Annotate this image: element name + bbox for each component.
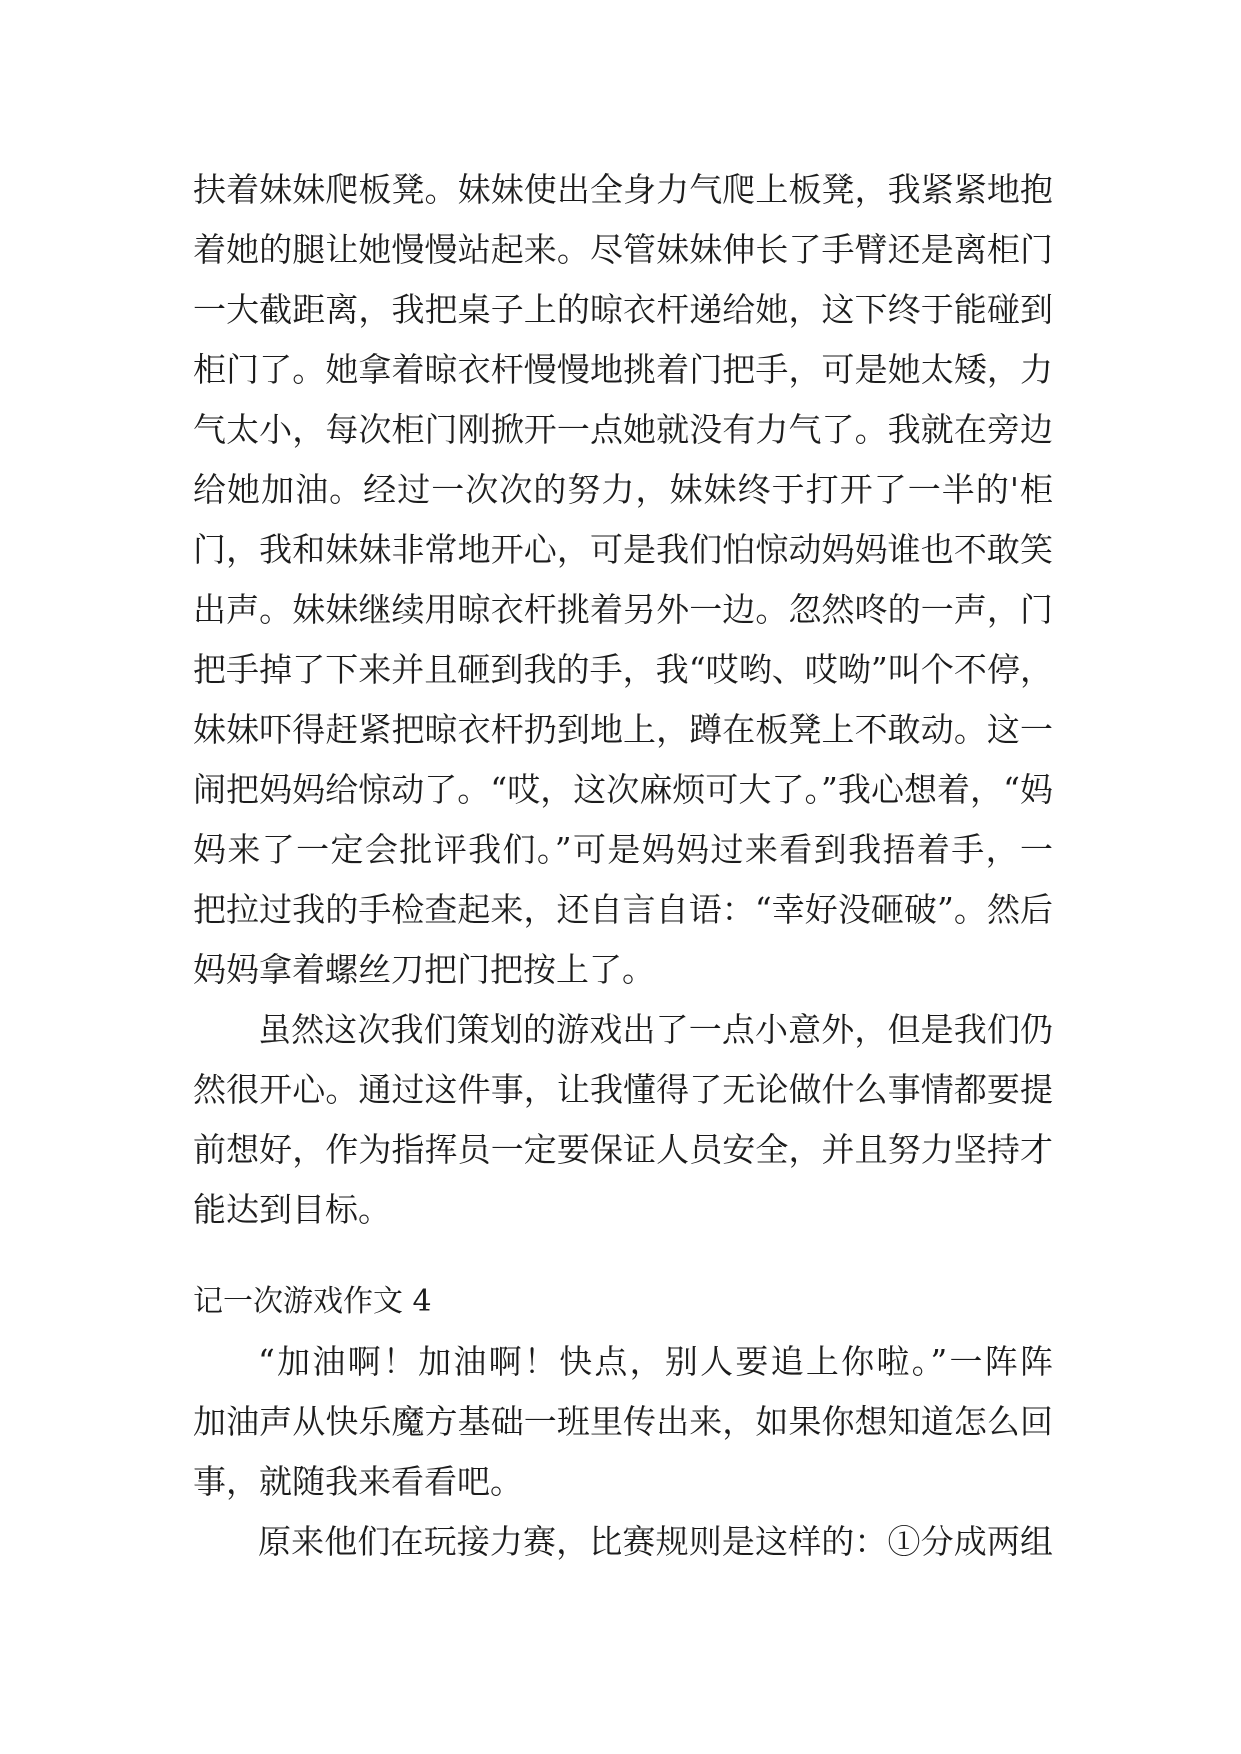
paragraph-line: “加油啊！加油啊！快点，别人要追上你啦。”一阵阵: [258, 1342, 1053, 1381]
paragraph-line: 加油声从快乐魔方基础一班里传出来，如果你想知道怎么回: [193, 1402, 1053, 1441]
paragraph-line: 然很开心。通过这件事，让我懂得了无论做什么事情都要提: [193, 1070, 1053, 1109]
paragraph-line: 前想好，作为指挥员一定要保证人员安全，并且努力坚持才: [193, 1130, 1053, 1169]
section-heading: 记一次游戏作文 4: [193, 1284, 432, 1319]
paragraph-line: 把手掉了下来并且砸到我的手，我“哎哟、哎呦”叫个不停，: [193, 650, 1053, 689]
paragraph-line: 闹把妈妈给惊动了。“哎，这次麻烦可大了。”我心想着，“妈: [193, 770, 1053, 809]
paragraph-line: 事，就随我来看看吧。: [193, 1462, 523, 1501]
paragraph-line: 门，我和妹妹非常地开心，可是我们怕惊动妈妈谁也不敢笑: [193, 530, 1053, 569]
paragraph-line: 扶着妹妹爬板凳。妹妹使出全身力气爬上板凳，我紧紧地抱: [193, 170, 1053, 209]
paragraph-line: 妹妹吓得赶紧把晾衣杆扔到地上，蹲在板凳上不敢动。这一: [193, 710, 1053, 749]
paragraph-line: 出声。妹妹继续用晾衣杆挑着另外一边。忽然咚的一声，门: [193, 590, 1053, 629]
paragraph-line: 柜门了。她拿着晾衣杆慢慢地挑着门把手，可是她太矮，力: [193, 350, 1053, 389]
paragraph-line: 妈妈拿着螺丝刀把门把按上了。: [193, 950, 655, 989]
paragraph-line: 虽然这次我们策划的游戏出了一点小意外，但是我们仍: [258, 1010, 1053, 1049]
paragraph-line: 能达到目标。: [193, 1190, 391, 1229]
paragraph-line: 妈来了一定会批评我们。”可是妈妈过来看到我捂着手，一: [193, 830, 1053, 869]
paragraph-line: 一大截距离，我把桌子上的晾衣杆递给她，这下终于能碰到: [193, 290, 1053, 329]
paragraph-line: 给她加油。经过一次次的努力，妹妹终于打开了一半的'柜: [193, 470, 1053, 509]
paragraph-line: 着她的腿让她慢慢站起来。尽管妹妹伸长了手臂还是离柜门: [193, 230, 1053, 269]
paragraph-line: 原来他们在玩接力赛，比赛规则是这样的：①分成两组: [258, 1522, 1053, 1561]
paragraph-line: 把拉过我的手检查起来，还自言自语：“幸好没砸破”。然后: [193, 890, 1053, 929]
paragraph-line: 气太小，每次柜门刚掀开一点她就没有力气了。我就在旁边: [193, 410, 1053, 449]
